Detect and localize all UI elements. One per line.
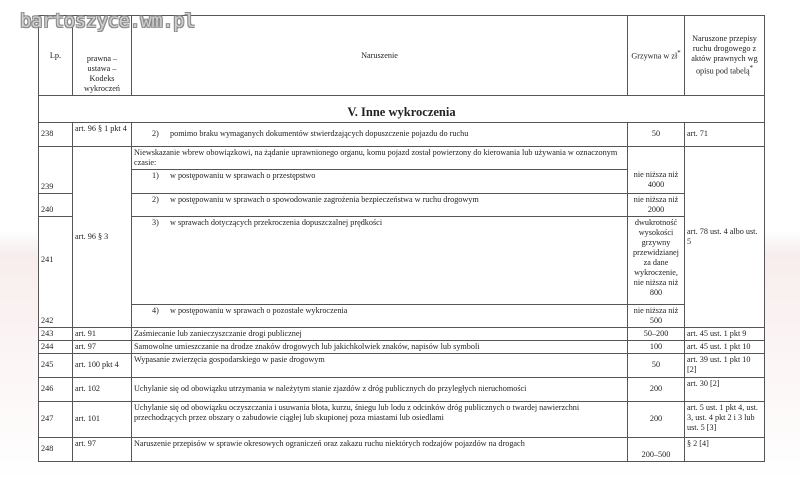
row-fine: nie niższa niż 4000 [628, 169, 685, 193]
row-fine: nie niższa niż 500 [628, 304, 685, 327]
table-row [39, 193, 765, 216]
row-violation [132, 216, 628, 304]
row-article: art. 96 § 1 pkt 4 [73, 122, 132, 146]
row-lp: 246 [39, 377, 73, 401]
row-sub-number: 4) [152, 305, 159, 315]
table-row [39, 353, 765, 377]
header-rules [685, 16, 765, 96]
row-violation: Naruszenie przepisów w sprawie okresowych ograniczeń oraz zakazu ruchu niektórych rodzajów pojazdów na drogach [132, 437, 628, 461]
table-row [39, 304, 765, 327]
row-fine: nie niższa niż 2000 [628, 193, 685, 216]
row-article: art. 91 [73, 327, 132, 340]
table-row [39, 327, 765, 340]
row-violation: Uchylanie się od obowiązku oczyszczania i usuwania błota, kurzu, śniegu lub lodu z odcinków dróg publicznych o twardej nawierzchni przechodzących przez obszary o zabudowie ciągłej lub skupionej poza miastami lub osiedlami [132, 401, 628, 437]
row-lp: 244 [39, 340, 73, 353]
row-rules: art. 45 ust. 1 pkt 10 [685, 340, 765, 353]
row-rules: art. 39 ust. 1 pkt 10 [2] [685, 353, 765, 377]
site-watermark: bartoszyce.wm.pl [20, 10, 196, 32]
row-sub-text: w postępowaniu w sprawach o przestępstwo [170, 170, 316, 180]
row-sub-number: 1) [152, 170, 159, 180]
row-sub-number: 3) [152, 217, 159, 227]
row-sub-text: w postępowaniu w sprawach o spowodowanie zagrożenia bezpieczeństwa w ruchu drogowym [170, 194, 479, 204]
row-rules: art. 78 ust. 4 albo ust. 5 [685, 146, 765, 327]
row-article: art. 100 pkt 4 [73, 353, 132, 377]
row-rules: art. 30 [2] [685, 377, 765, 401]
row-lp-empty [39, 146, 73, 169]
row-fine: 50 [628, 122, 685, 146]
row-rules: art. 5 ust. 1 pkt 4, ust. 3, ust. 4 pkt 2 i 3 lub ust. 5 [3] [685, 401, 765, 437]
row-fine: 200–500 [628, 437, 685, 461]
row-sub-number: 2) [152, 194, 159, 204]
row-fine-empty [628, 146, 685, 169]
row-sub-text: pomimo braku wymaganych dokumentów stwierdzających dopuszczenie pojazdu do ruchu [170, 129, 469, 138]
row-article: art. 96 § 3 [73, 146, 132, 327]
row-violation: Zaśmiecanie lub zanieczyszczanie drogi publicznej [132, 327, 628, 340]
row-article: art. 101 [73, 401, 132, 437]
row-violation: Samowolne umieszczanie na drodze znaków drogowych lub jakichkolwiek znaków, napisów lub symboli [132, 340, 628, 353]
row-violation: Wypasanie zwierzęcia gospodarskiego w pasie drogowym [132, 353, 628, 377]
row-article: art. 97 [73, 437, 132, 461]
row-lp: 239 [39, 169, 73, 193]
row-fine: 100 [628, 340, 685, 353]
table-row [39, 401, 765, 437]
header-legal-basis: prawna – ustawa – Kodeks wykroczeń [73, 16, 132, 96]
section-row [39, 102, 765, 123]
row-sub-number: 2) [152, 129, 159, 138]
header-lp: Lp. [39, 16, 73, 96]
row-rules: art. 45 ust. 1 pkt 9 [685, 327, 765, 340]
table-row [39, 216, 765, 304]
header-violation: Naruszenie [132, 16, 628, 96]
row-violation [132, 304, 628, 327]
row-lp: 240 [39, 193, 73, 216]
header-fine-note: * [677, 50, 681, 58]
fines-table [38, 15, 765, 462]
header-rules-text: Naruszone przepisy ruchu drogowego z aktów prawnych wg opisu pod tabelą [691, 34, 758, 76]
row-lp: 248 [39, 437, 73, 461]
row-fine: 200 [628, 401, 685, 437]
row-sub-text: w sprawach dotyczących przekroczenia dopuszczalnej prędkości [170, 217, 383, 227]
row-violation [132, 122, 628, 146]
row-violation: Uchylanie się od obowiązku utrzymania w należytym stanie zjazdów z dróg publicznych do przyległych nieruchomości [132, 377, 628, 401]
row-violation-intro: Niewskazanie wbrew obowiązkowi, na żądanie uprawnionego organu, komu pojazd został powierzony do kierowania lub używania w oznaczonym czasie: [132, 146, 628, 169]
row-lp: 247 [39, 401, 73, 437]
table-row-intro [39, 146, 765, 169]
row-sub-text: w postępowaniu w sprawach o pozostałe wykroczenia [170, 305, 348, 315]
row-rules: art. 71 [685, 122, 765, 146]
table-row [39, 377, 765, 401]
row-fine: 200 [628, 377, 685, 401]
row-article: art. 97 [73, 340, 132, 353]
header-fine [628, 16, 685, 96]
row-lp: 242 [39, 304, 73, 327]
row-fine: 50–200 [628, 327, 685, 340]
row-lp: 243 [39, 327, 73, 340]
row-violation [132, 169, 628, 193]
row-article: art. 102 [73, 377, 132, 401]
header-fine-text: Grzywna w zł [631, 51, 678, 61]
table-row [39, 437, 765, 461]
row-violation [132, 193, 628, 216]
header-legal-basis-last: wykroczeń [84, 84, 120, 93]
table-row [39, 340, 765, 353]
row-rules: § 2 [4] [685, 437, 765, 461]
row-fine: 50 [628, 353, 685, 377]
row-fine: dwukrotność wysokości grzywny przewidzianej za dane wykroczenie, nie niższa niż 800 [628, 216, 685, 304]
row-lp: 238 [39, 122, 73, 146]
header-rules-note: * [749, 65, 754, 73]
table-row [39, 169, 765, 193]
section-title: V. Inne wykroczenia [39, 102, 765, 123]
table-row [39, 122, 765, 146]
row-lp: 245 [39, 353, 73, 377]
row-lp: 241 [39, 216, 73, 304]
